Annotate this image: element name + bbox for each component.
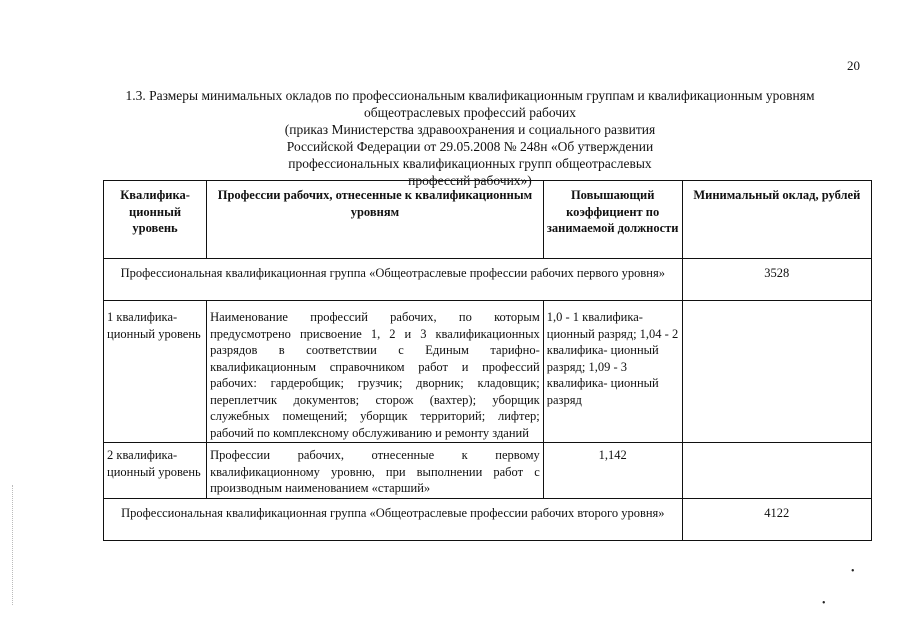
heading-line-3: (приказ Министерства здравоохранения и социального развития (284, 122, 656, 137)
table-header-row (104, 181, 872, 259)
scan-speck: • (822, 598, 826, 609)
row-2-salary (682, 443, 871, 499)
header-professions: Профессии рабочих, отнесенные к квалификационным уровням (207, 181, 544, 259)
heading-line-1: 1.3. Размеры минимальных окладов по профессиональным квалификационным группам и квалификационным уровням (125, 88, 815, 103)
row-2-professions: Профессии рабочих, отнесенные к первому квалификационному уровню, при выполнении работ с производным наименованием «старший» (207, 443, 544, 499)
heading-line-5: профессиональных квалификационных групп общеотраслевых (288, 156, 652, 171)
header-level: Квалифика- ционный уровень (104, 181, 207, 259)
row-2-coefficient: 1,142 (543, 443, 682, 499)
group-row (104, 259, 872, 301)
page-number: 20 (847, 58, 860, 73)
heading-line-2: общеотраслевых профессий рабочих (363, 105, 577, 120)
row-1-salary (682, 301, 871, 443)
heading-line-4: Российской Федерации от 29.05.2008 № 248н «Об утверждении (286, 139, 654, 154)
group-2-title: Профессиональная квалификационная группа «Общеотраслевые профессии рабочих второго уровня» (104, 498, 683, 540)
scan-speck: • (851, 566, 855, 577)
row-1-professions: Наименование профессий рабочих, по которым предусмотрено присвоение 1, 2 и 3 квалификационных разрядов в соответствии с Единым тарифно-квалификационным справочником работ и профессий рабочих: гардеробщик; грузчик; дворник; кладовщик; переплетчик документов; сторож (вахтер); уборщик служебных помещений; уборщик территорий; лифтер; рабочий по комплексному обслуживанию и ремонту зданий (207, 301, 544, 443)
group-2-salary: 4122 (682, 498, 871, 540)
heading-line-6: профессий рабочих») (408, 173, 532, 188)
group-1-title: Профессиональная квалификационная группа «Общеотраслевые профессии рабочих первого уровня» (104, 259, 683, 301)
row-2-level: 2 квалифика- ционный уровень (104, 443, 207, 499)
row-1-level: 1 квалифика- ционный уровень (104, 301, 207, 443)
header-coefficient: Повышающий коэффициент по занимаемой должности (543, 181, 682, 259)
header-salary: Минимальный оклад, рублей (682, 181, 871, 259)
group-1-salary: 3528 (682, 259, 871, 301)
group-row (104, 498, 872, 540)
row-1-coefficient: 1,0 - 1 квалифика- ционный разряд; 1,04 - 2 квалифика- ционный разряд; 1,09 - 3 квалифика- ционный разряд (543, 301, 682, 443)
salary-table (103, 180, 872, 541)
table-row (104, 301, 872, 443)
scan-artifact (12, 485, 16, 605)
section-heading (100, 87, 840, 189)
table-row (104, 443, 872, 499)
